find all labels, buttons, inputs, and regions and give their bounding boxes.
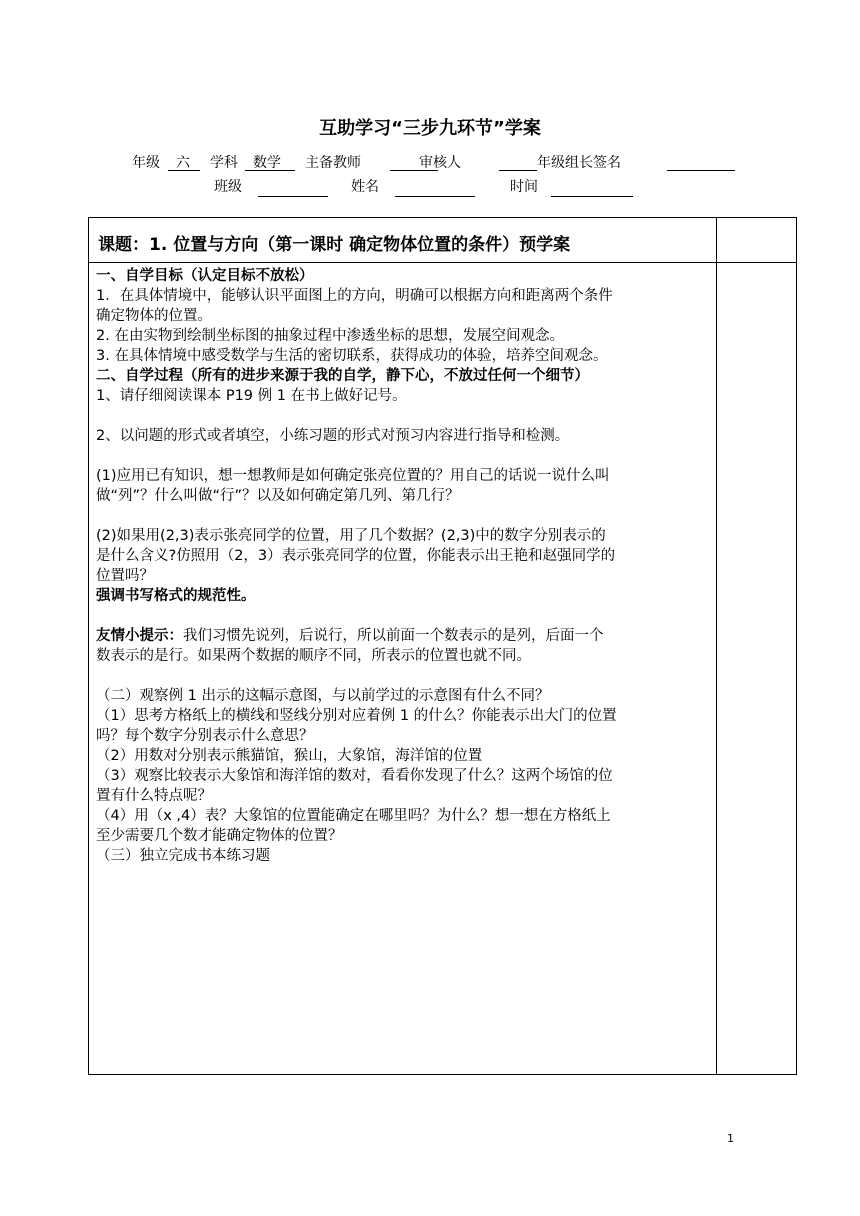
section-1-heading: 一、自学目标（认定目标不放松） [96,268,314,284]
grade-label: 年级 [132,155,160,171]
subject-label: 学科 [210,155,238,171]
part-2-q4-line-1: （4）用（x ,4）表？大象馆的位置能确定在哪里吗？为什么？想一想在方格纸上 [96,808,611,824]
grade-underline [168,170,200,171]
tip-line-1 [96,626,712,646]
objective-2: 2. 在由实物到绘制坐标图的抽象过程中渗透坐标的思想，发展空间观念。 [96,328,564,344]
question-2-line-2: 是什么含义?仿照用（2，3）表示张亮同学的位置，你能表示出王艳和赵强同学的 [96,548,616,564]
question-1-line-1: (1)应用已有知识，想一想教师是如何确定张亮位置的？用自己的话说一说什么叫 [96,468,610,484]
objective-3: 3. 在具体情境中感受数学与生活的密切联系，获得成功的体验，培养空间观念。 [96,348,608,364]
objective-1-line-1: 1．在具体情境中，能够认识平面图上的方向，明确可以根据方向和距离两个条件 [96,288,613,304]
teacher-label: 主备教师 [305,155,361,171]
part-2-q3-line-1: （3）观察比较表示大象馆和海洋馆的数对，看看你发现了什么？这两个场馆的位 [96,768,613,784]
step-2: 2、以问题的形式或者填空，小练习题的形式对预习内容进行指导和检测。 [96,428,570,444]
part-2-q1-line-1: （1）思考方格纸上的横线和竖线分别对应着例 1 的什么？你能表示出大门的位置 [96,708,617,724]
time-label: 时间 [510,179,538,195]
page-number: 1 [727,1132,734,1145]
tip-text: 我们习惯先说列，后说行，所以前面一个数表示的是列，后面一个 [183,628,604,644]
name-label: 姓名 [351,179,379,195]
time-underline [551,196,633,197]
section-2-heading: 二、自学过程（所有的进步来源于我的自学，静下心，不放过任何一个细节） [96,368,589,384]
question-1-line-2: 做“列”？什么叫做“行”？以及如何确定第几列、第几行？ [96,488,460,504]
table-row-divider [88,262,797,263]
grade-value: 六 [176,155,190,171]
part-2-q4-line-2: 至少需要几个数才能确定物体的位置？ [96,828,343,844]
part-2-q2: （2）用数对分别表示熊猫馆，猴山，大象馆，海洋馆的位置 [96,748,483,764]
leader-underline [667,170,735,171]
leader-label: 年级组长签名 [537,155,621,171]
part-2-q1-line-2: 吗？每个数字分别表示什么意思？ [96,728,314,744]
name-underline [395,196,475,197]
document-title: 互助学习“三步九环节”学案 [319,118,541,139]
class-label: 班级 [214,179,242,195]
part-3-heading: （三）独立完成书本练习题 [96,848,270,864]
question-2-line-3: 位置吗？ [96,568,154,584]
part-2-q3-line-2: 置有什么特点呢？ [96,788,212,804]
lesson-title: 课题：1. 位置与方向（第一课时 确定物体位置的条件）预学案 [98,235,571,255]
reviewer-label: 审核人 [419,155,461,171]
objective-1-line-2: 确定物体的位置。 [96,308,212,324]
class-underline [258,196,328,197]
step-1: 1、请仔细阅读课本 P19 例 1 在书上做好记号。 [96,388,407,404]
table-column-divider [716,217,717,1075]
question-2-line-1: (2)如果用(2,3)表示张亮同学的位置，用了几个数据？(2,3)中的数字分别表示的 [96,528,606,544]
lesson-content [96,266,712,866]
tip-line-2: 数表示的是行。如果两个数据的顺序不同，所表示的位置也就不同。 [96,648,531,664]
subject-underline [245,170,295,171]
subject-value: 数学 [253,155,281,171]
part-2-heading: （二）观察例 1 出示的这幅示意图，与以前学过的示意图有什么不同？ [96,688,550,704]
tip-label: 友情小提示： [96,628,183,644]
reviewer-underline [499,170,537,171]
format-emphasis: 强调书写格式的规范性。 [96,588,256,604]
